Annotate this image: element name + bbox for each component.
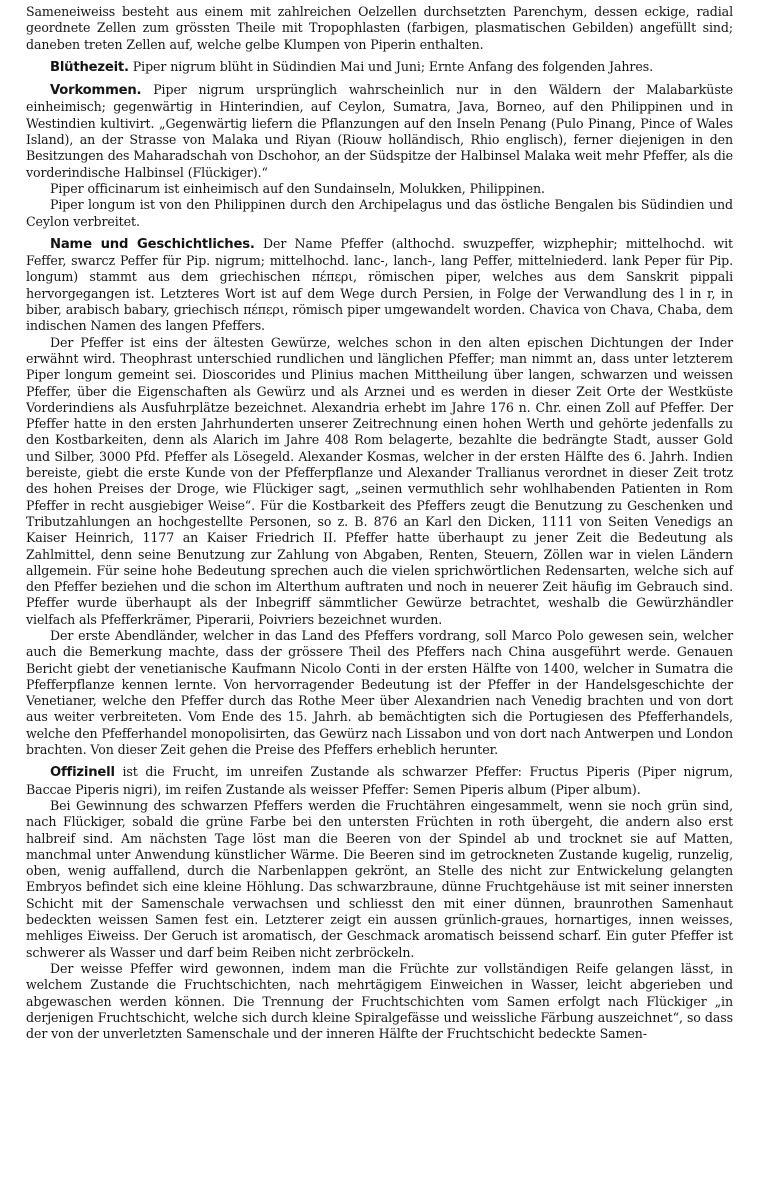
section-heading: Name und Geschichtliches. [50,236,255,252]
paragraph-text: Der Pfeffer ist eins der ältesten Gewürze, welches schon in den alten epischen Dichtungen der Inder erwähnt wird. Theophrast unterschied rundlichen und länglichen Pfeffer; man nimmt an, dass unter letzterem Piper longum gemeint sei. Dioscorides und Plinius machen Mittheilung über langen, schwarzen und weissen Pfeffer, über die Eigenschaften als Gewürz und als Arznei und es werden in dieser Zeit Orte der Westküste Vorderindiens als Ausfuhrplätze bezeichnet. Alexandria erhebt im Jahre 176 n. Chr. einen Zoll auf Pfeffer. Der Pfeffer hatte in den ersten Jahrhunderten unserer Zeitrechnung einen hohen Werth und gehörte jedenfalls zu den Kostbarkeiten, denn als Alarich im Jahre 408 Rom belagerte, bezahlte die bedrängte Stadt, ausser Gold und Silber, 3000 Pfd. Pfeffer als Lösegeld. Alexander Kosmas, welcher in der ersten Hälfte des 6. Jahrh. Indien bereiste, giebt die erste Kunde von der Pfefferpflanze und Alexander Trallianus verordnet in dieser Zeit trotz des hohen Preises der Droge, wie Flückiger sagt, „seinen vermuthlich sehr wohlhabenden Patienten in Rom Pfeffer in recht ausgiebiger Weise“. Für die Kostbarkeit des Pfeffers zeugt die Benutzung zu Geschenken und Tributzahlungen an hochgestellte Personen, so z. B. 876 an Karl den Dicken, 1111 von Seiten Venedigs an Kaiser Heinrich, 1177 an Kaiser Friedrich II. Pfeffer hatte überhaupt zu jener Zeit die Bedeutung als Zahlmittel, denn seine Benutzung zur Zahlung von Abgaben, Renten, Steuern, Zöllen war in vielen Ländern allgemein. Für seine hohe Bedeutung sprechen auch die vielen sprichwörtlichen Redensarten, welche sich auf den Pfeffer beziehen und die schon im Alterthum auftraten und noch in neuerer Zeit häufig im Gebrauch sind. Pfeffer wurde überhaupt als der Inbegriff sämmtlicher Gewürze betrachtet, weshalb die Gewürzhändler vielfach als Pfefferkrämer, Piperarii, Poivriers bezeichnet wurden. [26,334,733,627]
section-heading: Vorkommen. [50,83,142,99]
paragraph-text: Piper officinarum ist einheimisch auf den Sundainseln, Molukken, Philippinen. [50,180,545,196]
paragraph-piper-longum [26,197,733,230]
paragraph-text: Der Name Pfeffer (althochd. swuzpeffer, wizphephir; mittelhochd. wit Feffer, swarcz Peffer für Pip. nigrum; mittelhochd. lanc-, lanch-, lang Peffer, mittelniederd. lank Peper für Pip. longum) stammt aus dem griechischen πέπερι, römischen piper, welches aus dem Sanskrit pippali hervorgegangen ist. Letzteres Wort ist auf dem Wege durch Persien, in Folge der Verwandlung des l in r, in biber, arabisch babary, griechisch πέπερι, römisch piper umgewandelt worden. Chavica von Chava, Chaba, dem indischen Namen des langen Pfeffers. [26,235,733,334]
paragraph-black-pepper [26,798,733,961]
paragraph-text: Sameneiweiss besteht aus einem mit zahlreichen Oelzellen durchsetzten Parenchym, dessen eckige, radial geordnete Zellen zum grössten Theile mit Tropophlasten (farbigen, plasmatischen Gebilden) angefüllt sind; daneben treten Zellen auf, welche gelbe Klumpen von Piperin enthalten. [26,4,733,52]
paragraph-piper-officinarum [26,181,733,197]
paragraph-text: Piper longum ist von den Philippinen durch den Archipelagus und das östliche Bengalen bis Südindien und Ceylon verbreitet. [26,197,733,229]
section-offizinell [26,764,733,798]
paragraph-text: Der erste Abendländer, welcher in das Land des Pfeffers vordrang, soll Marco Polo gewesen sein, welcher auch die Bemerkung machte, dass der grössere Theil des Pfeffers nach China ausgeführt werde. Genauen Bericht giebt der venetianische Kaufmann Nicolo Conti in der ersten Hälfte von 1400, welcher in Sumatra die Pfefferpflanze kennen lernte. Von hervorragender Bedeutung ist der Pfeffer in der Handelsgeschichte der Venetianer, welche den Pfeffer durch das Rothe Meer über Alexandrien nach Venedig brachten und von dort aus weiter verbreiteten. Vom Ende des 15. Jahrh. ab bemächtigten sich die Portugiesen des Pfefferhandels, welche den Pfefferhandel monopolisirten, das Gewürz nach Lissabon und von dort nach Antwerpen und London brachten. Von dieser Zeit gehen die Preise des Pfeffers erheblich herunter. [26,627,733,758]
paragraph-text: ist die Frucht, im unreifen Zustande als schwarzer Pfeffer: Fructus Piperis (Piper nigrum, Baccae Piperis nigri), im reifen Zustande als weisser Pfeffer: Semen Piperis album (Piper album). [26,764,733,797]
paragraph-history-antiquity [26,335,733,628]
paragraph-text: Der weisse Pfeffer wird gewonnen, indem man die Früchte zur vollständigen Reife gelangen lässt, in welchem Zustande die Fruchtschichten, nach mehrtägigem Einweichen in Wasser, leicht abgerieben und abgewaschen werden können. Die Trennung der Fruchtschichten vom Samen erfolgt nach Flückiger „in derjenigen Fruchtschicht, welche sich durch kleine Spiralgefässe und weissliche Färbung auszeichnet“, so dass der von der unverletzten Samenschale und der inneren Hälfte der Fruchtschicht bedeckte Samen- [26,960,733,1042]
section-vorkommen [26,82,733,181]
paragraph-white-pepper [26,961,733,1042]
paragraph-text: Bei Gewinnung des schwarzen Pfeffers werden die Fruchtähren eingesammelt, wenn sie noch grün sind, nach Flückiger, sobald die grüne Farbe bei den untersten Früchten in roth übergeht, die andern also erst halbreif sind. Am nächsten Tage löst man die Beeren von der Spindel ab und trocknet sie auf Matten, manchmal unter Anwendung künstlicher Wärme. Die Beeren sind im getrockneten Zustande kugelig, runzelig, oben, wenig auffallend, durch die Narbenlappen gekrönt, an Stelle des nicht zur Entwickelung gelangten Embryos befindet sich eine kleine Höhlung. Das schwarzbraune, dünne Fruchtgehäuse ist mit seiner innersten Schicht mit der Samenschale verwachsen und schliesst den mit einer dünnen, braunrothen Samenhaut bedeckten weissen Samen fest ein. Letzterer zeigt ein aussen grünlich-graues, hornartiges, innen weisses, mehliges Eiweiss. Der Geruch ist aromatisch, der Geschmack aromatisch beissend scharf. Ein guter Pfeffer ist schwerer als Wasser und darf beim Reiben nicht zerbröckeln. [26,797,733,960]
paragraph-text: Piper nigrum ursprünglich wahrscheinlich nur in den Wäldern der Malabarküste einheimisch; gegenwärtig in Hinterindien, auf Ceylon, Sumatra, Java, Borneo, auf den Philippinen und in Westindien kultivirt. „Gegenwärtig liefern die Pflanzungen auf den Inseln Penang (Pulo Pinang, Pince of Wales Island), an der Strasse von Malaka und Riyan (Riouw holländisch, Rhio englisch), ferner diejenigen in den Besitzungen des Maharadschah von Dschohor, an der Südspitze der Halbinsel Malaka weit mehr Pfeffer, als die vorderindische Halbinsel (Flückiger).“ [26,82,733,180]
paragraph-text: Piper nigrum blüht in Südindien Mai und Juni; Ernte Anfang des folgenden Jahres. [132,58,653,74]
section-bluethezeit [26,59,733,76]
section-name-geschichtliches [26,236,733,335]
paragraph-sameneiweiss [26,4,733,53]
section-heading: Blüthezeit. [50,59,129,75]
paragraph-history-trade [26,628,733,758]
section-heading: Offizinell [50,765,115,781]
